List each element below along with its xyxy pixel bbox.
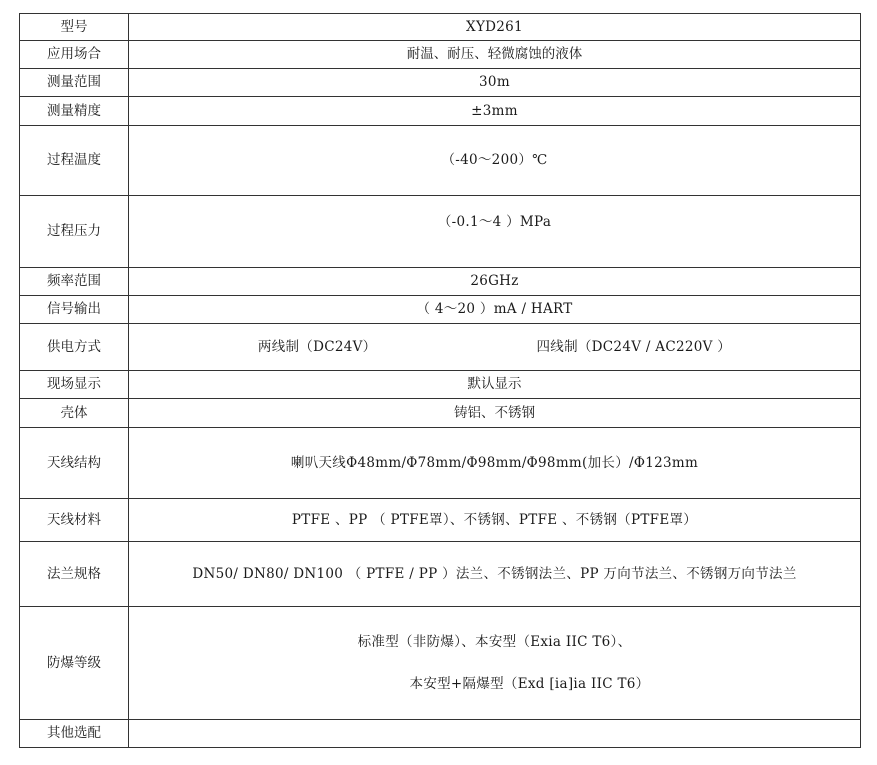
row-label-temperature: 过程温度 <box>20 126 129 196</box>
explosion-proof-line-1: 标准型（非防爆）、本安型（Exia IIC T6）、 <box>357 633 632 650</box>
row-value-power <box>129 324 861 371</box>
table-row <box>20 97 861 126</box>
table-row <box>20 69 861 97</box>
row-label-housing: 壳体 <box>20 399 129 428</box>
table-row <box>20 41 861 69</box>
row-value-antenna-material: PTFE 、PP （ PTFE罩）、不锈钢、PTFE 、不锈钢（PTFE罩） <box>129 499 861 542</box>
row-label-accuracy: 测量精度 <box>20 97 129 126</box>
table-row <box>20 542 861 607</box>
table-row <box>20 196 861 268</box>
row-value-accuracy: ±3mm <box>129 97 861 126</box>
table-row <box>20 296 861 324</box>
row-label-explosion-proof: 防爆等级 <box>20 607 129 720</box>
row-value-range: 30m <box>129 69 861 97</box>
row-value-explosion-proof <box>129 607 861 720</box>
row-value-other-options <box>129 720 861 748</box>
row-value-signal: （ 4～20 ）mA / HART <box>129 296 861 324</box>
power-two-wire: 两线制（DC24V） <box>257 338 377 355</box>
row-label-display: 现场显示 <box>20 371 129 399</box>
row-label-signal: 信号输出 <box>20 296 129 324</box>
row-value-application: 耐温、耐压、轻微腐蚀的液体 <box>129 41 861 69</box>
row-value-display: 默认显示 <box>129 371 861 399</box>
row-label-frequency: 频率范围 <box>20 268 129 296</box>
row-value-frequency: 26GHz <box>129 268 861 296</box>
table-row <box>20 126 861 196</box>
table-row <box>20 720 861 748</box>
row-value-temperature: （-40～200）℃ <box>129 126 861 196</box>
row-label-antenna-material: 天线材料 <box>20 499 129 542</box>
row-value-pressure: （-0.1～4 ）MPa <box>129 196 861 268</box>
table-row <box>20 499 861 542</box>
table-row <box>20 324 861 371</box>
table-row <box>20 14 861 41</box>
row-label-power: 供电方式 <box>20 324 129 371</box>
table-row <box>20 268 861 296</box>
row-label-other-options: 其他选配 <box>20 720 129 748</box>
row-value-housing: 铸铝、不锈钢 <box>129 399 861 428</box>
power-four-wire: 四线制（DC24V / AC220V ） <box>536 338 732 355</box>
table-row <box>20 428 861 499</box>
table-row <box>20 371 861 399</box>
row-value-model: XYD261 <box>129 14 861 41</box>
row-label-application: 应用场合 <box>20 41 129 69</box>
row-value-flange: DN50/ DN80/ DN100 （ PTFE / PP ）法兰、不锈钢法兰、PP 万向节法兰、不锈钢万向节法兰 <box>129 542 861 607</box>
spec-table <box>19 13 861 748</box>
table-row <box>20 399 861 428</box>
explosion-proof-line-2: 本安型+隔爆型（Exd [ia]ia IIC T6） <box>409 676 650 692</box>
row-label-flange: 法兰规格 <box>20 542 129 607</box>
row-label-model: 型号 <box>20 14 129 41</box>
power-options <box>129 339 860 355</box>
table-row <box>20 607 861 720</box>
row-value-antenna-structure: 喇叭天线Φ48mm/Φ78mm/Φ98mm/Φ98mm(加长）/Φ123mm <box>129 428 861 499</box>
row-label-pressure: 过程压力 <box>20 196 129 268</box>
row-label-range: 测量范围 <box>20 69 129 97</box>
row-label-antenna-structure: 天线结构 <box>20 428 129 499</box>
